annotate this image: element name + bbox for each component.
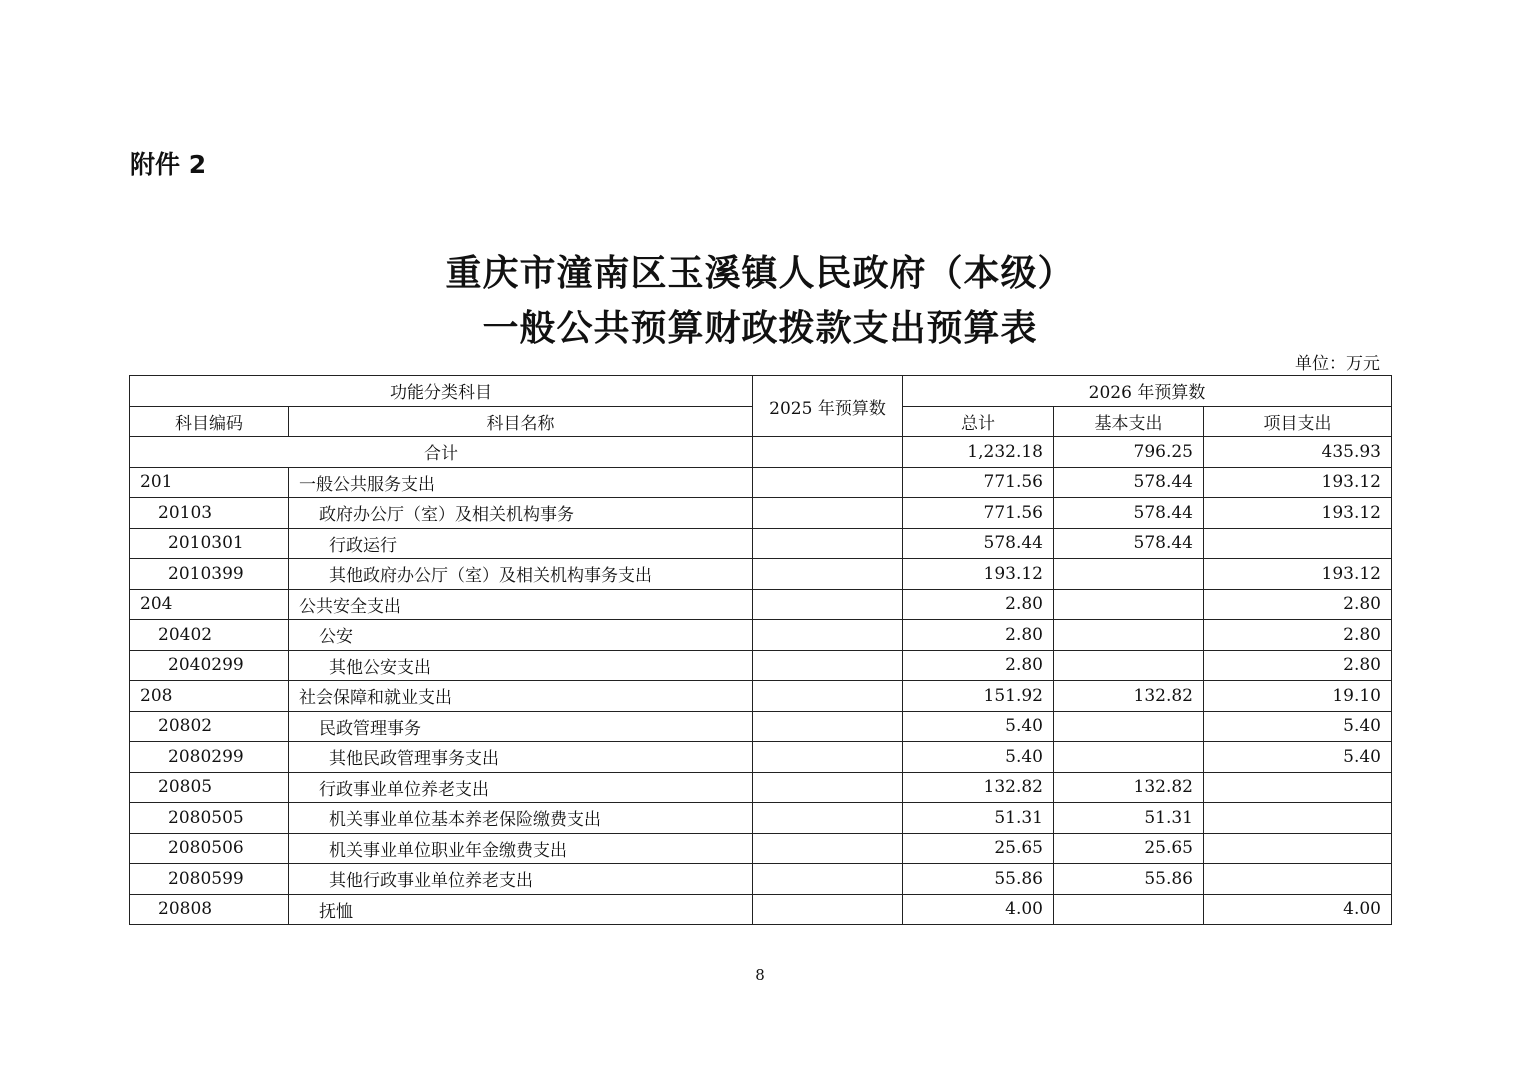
cell-budget-2025 [753, 864, 903, 895]
cell-name: 行政事业单位养老支出 [289, 772, 753, 803]
cell-total: 771.56 [903, 467, 1054, 498]
cell-project: 193.12 [1204, 467, 1392, 498]
header-row-1 [130, 376, 1392, 407]
total-row [130, 437, 1392, 468]
table-row [130, 803, 1392, 834]
cell-budget-2025 [753, 894, 903, 925]
cell-budget-2025 [753, 711, 903, 742]
total-project: 435.93 [1204, 437, 1392, 468]
cell-code: 20802 [130, 711, 289, 742]
total-total: 1,232.18 [903, 437, 1054, 468]
cell-project: 5.40 [1204, 742, 1392, 773]
cell-total: 2.80 [903, 589, 1054, 620]
table-row [130, 711, 1392, 742]
cell-total: 51.31 [903, 803, 1054, 834]
total-label: 合计 [130, 437, 753, 468]
cell-code: 2080599 [130, 864, 289, 895]
table-row [130, 864, 1392, 895]
cell-budget-2025 [753, 803, 903, 834]
header-total: 总计 [903, 406, 1054, 437]
cell-budget-2025 [753, 772, 903, 803]
cell-total: 5.40 [903, 742, 1054, 773]
cell-budget-2025 [753, 559, 903, 590]
cell-basic [1054, 559, 1204, 590]
cell-basic: 25.65 [1054, 833, 1204, 864]
cell-basic [1054, 711, 1204, 742]
total-budget-2025 [753, 437, 903, 468]
table-row [130, 498, 1392, 529]
cell-budget-2025 [753, 650, 903, 681]
cell-name: 其他政府办公厅（室）及相关机构事务支出 [289, 559, 753, 590]
header-name: 科目名称 [289, 406, 753, 437]
cell-basic: 578.44 [1054, 498, 1204, 529]
cell-name: 其他公安支出 [289, 650, 753, 681]
document-title-line1: 重庆市潼南区玉溪镇人民政府（本级） [445, 253, 1075, 294]
cell-code: 2040299 [130, 650, 289, 681]
cell-basic: 55.86 [1054, 864, 1204, 895]
cell-basic: 132.82 [1054, 681, 1204, 712]
header-code: 科目编码 [130, 406, 289, 437]
cell-code: 20402 [130, 620, 289, 651]
cell-project [1204, 803, 1392, 834]
table-row [130, 467, 1392, 498]
cell-project: 193.12 [1204, 559, 1392, 590]
cell-basic: 578.44 [1054, 467, 1204, 498]
cell-name: 机关事业单位职业年金缴费支出 [289, 833, 753, 864]
cell-basic [1054, 620, 1204, 651]
cell-code: 2080506 [130, 833, 289, 864]
table-row [130, 833, 1392, 864]
cell-total: 151.92 [903, 681, 1054, 712]
cell-total: 55.86 [903, 864, 1054, 895]
cell-budget-2025 [753, 589, 903, 620]
cell-code: 20808 [130, 894, 289, 925]
cell-project: 19.10 [1204, 681, 1392, 712]
cell-project [1204, 528, 1392, 559]
cell-code: 2010301 [130, 528, 289, 559]
cell-total: 193.12 [903, 559, 1054, 590]
cell-name: 政府办公厅（室）及相关机构事务 [289, 498, 753, 529]
table-row [130, 772, 1392, 803]
cell-name: 其他行政事业单位养老支出 [289, 864, 753, 895]
cell-total: 578.44 [903, 528, 1054, 559]
cell-name: 公共安全支出 [289, 589, 753, 620]
cell-budget-2025 [753, 467, 903, 498]
table-row [130, 650, 1392, 681]
cell-name: 抚恤 [289, 894, 753, 925]
cell-name: 一般公共服务支出 [289, 467, 753, 498]
header-project: 项目支出 [1204, 406, 1392, 437]
table-row [130, 559, 1392, 590]
cell-basic [1054, 742, 1204, 773]
header-functional-category: 功能分类科目 [130, 376, 753, 407]
cell-basic: 51.31 [1054, 803, 1204, 834]
cell-code: 2080299 [130, 742, 289, 773]
cell-basic: 132.82 [1054, 772, 1204, 803]
cell-budget-2025 [753, 498, 903, 529]
cell-total: 771.56 [903, 498, 1054, 529]
cell-budget-2025 [753, 681, 903, 712]
header-budget-2025: 2025 年预算数 [753, 376, 903, 437]
cell-project: 2.80 [1204, 650, 1392, 681]
table-row [130, 528, 1392, 559]
header-basic: 基本支出 [1054, 406, 1204, 437]
header-budget-2026: 2026 年预算数 [903, 376, 1392, 407]
cell-code: 2010399 [130, 559, 289, 590]
cell-name: 公安 [289, 620, 753, 651]
cell-name: 机关事业单位基本养老保险缴费支出 [289, 803, 753, 834]
cell-total: 5.40 [903, 711, 1054, 742]
cell-project: 2.80 [1204, 589, 1392, 620]
cell-name: 其他民政管理事务支出 [289, 742, 753, 773]
cell-name: 行政运行 [289, 528, 753, 559]
table-row [130, 620, 1392, 651]
table-row [130, 742, 1392, 773]
cell-name: 民政管理事务 [289, 711, 753, 742]
cell-project: 4.00 [1204, 894, 1392, 925]
budget-table [129, 375, 1392, 925]
cell-project [1204, 772, 1392, 803]
cell-total: 2.80 [903, 650, 1054, 681]
cell-code: 2080505 [130, 803, 289, 834]
unit-label: 单位：万元 [1295, 354, 1380, 374]
table-row [130, 681, 1392, 712]
total-basic: 796.25 [1054, 437, 1204, 468]
cell-project [1204, 833, 1392, 864]
cell-basic [1054, 894, 1204, 925]
cell-total: 25.65 [903, 833, 1054, 864]
cell-budget-2025 [753, 742, 903, 773]
cell-project [1204, 864, 1392, 895]
cell-name: 社会保障和就业支出 [289, 681, 753, 712]
cell-basic: 578.44 [1054, 528, 1204, 559]
cell-code: 201 [130, 467, 289, 498]
attachment-label: 附件 2 [130, 150, 207, 179]
document-title-line2: 一般公共预算财政拨款支出预算表 [482, 308, 1038, 349]
cell-project: 193.12 [1204, 498, 1392, 529]
cell-code: 20103 [130, 498, 289, 529]
cell-code: 20805 [130, 772, 289, 803]
budget-table-body [130, 376, 1392, 925]
cell-basic [1054, 650, 1204, 681]
cell-budget-2025 [753, 833, 903, 864]
cell-budget-2025 [753, 528, 903, 559]
cell-basic [1054, 589, 1204, 620]
table-row [130, 589, 1392, 620]
cell-project: 5.40 [1204, 711, 1392, 742]
cell-total: 2.80 [903, 620, 1054, 651]
page-number: 8 [755, 966, 765, 984]
cell-code: 208 [130, 681, 289, 712]
cell-project: 2.80 [1204, 620, 1392, 651]
cell-total: 132.82 [903, 772, 1054, 803]
cell-code: 204 [130, 589, 289, 620]
table-row [130, 894, 1392, 925]
cell-budget-2025 [753, 620, 903, 651]
cell-total: 4.00 [903, 894, 1054, 925]
